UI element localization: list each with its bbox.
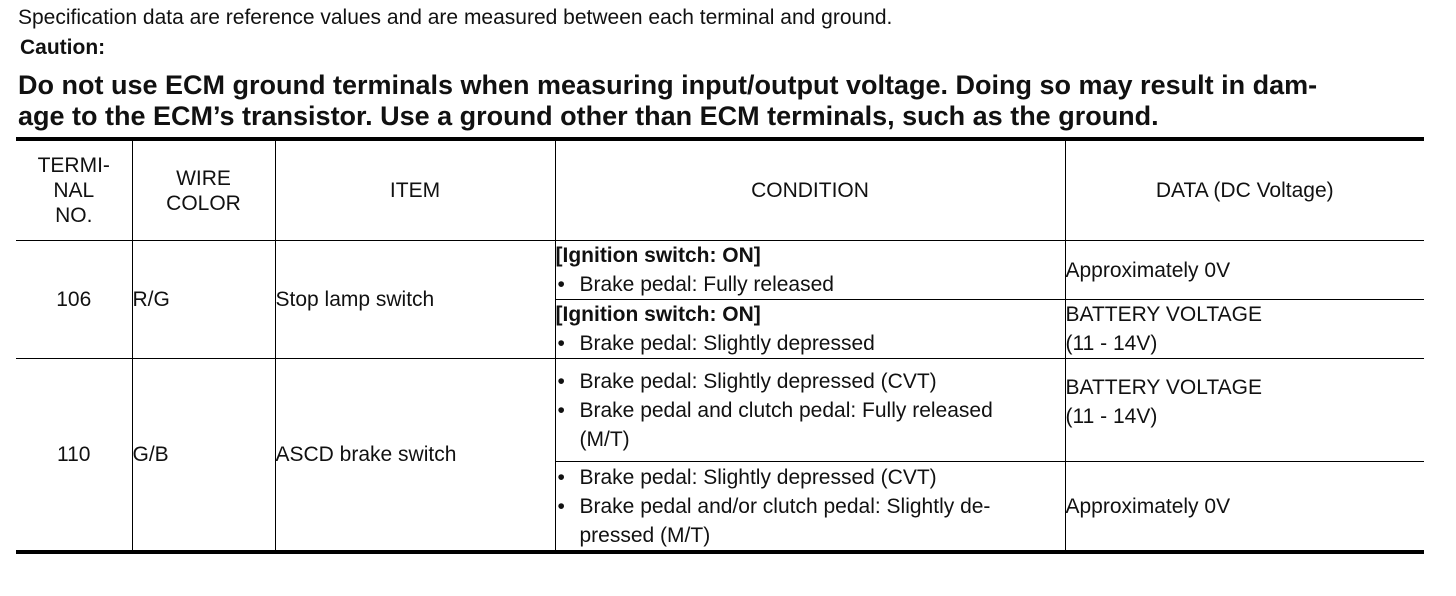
condition-header: [Ignition switch: ON] (555, 244, 761, 267)
condition-item-line: (M/T) (579, 427, 630, 451)
condition-cell (555, 462, 1065, 553)
header-terminal-no (16, 139, 132, 241)
condition-cell (555, 359, 1065, 462)
header-wire-color (132, 139, 275, 241)
table-row (16, 359, 1424, 462)
condition-list (556, 270, 1065, 299)
wire-color-cell: R/G (132, 241, 275, 359)
condition-list (556, 463, 1065, 550)
data-line: BATTERY VOLTAGE (1065, 376, 1262, 399)
header-terminal-line: TERMI- (37, 154, 110, 177)
terminal-spec-table (16, 137, 1424, 554)
terminal-cell: 110 (16, 359, 132, 553)
header-terminal-line: NAL (53, 179, 95, 202)
header-wire-line: WIRE (176, 166, 231, 190)
data-cell (1065, 462, 1424, 553)
header-data: DATA (DC Voltage) (1065, 139, 1424, 241)
data-cell (1065, 300, 1424, 359)
condition-item-line: • Brake pedal and clutch pedal: Fully released (579, 398, 993, 422)
data-line: (11 - 14V) (1065, 405, 1158, 428)
data-cell (1065, 241, 1424, 300)
condition-item: • Brake pedal: Slightly depressed (CVT) (556, 463, 1065, 492)
condition-cell (555, 300, 1065, 359)
caution-label: Caution: (20, 36, 106, 59)
data-line: BATTERY VOLTAGE (1065, 303, 1262, 326)
caution-line-2: age to the ECM’s transistor. Use a ground other than ECM terminals, such as the ground. (18, 101, 1159, 131)
header-terminal-line: NO. (55, 204, 93, 227)
condition-cell (555, 241, 1065, 300)
condition-list (556, 367, 1065, 454)
wire-color-cell: G/B (132, 359, 275, 553)
table-row (16, 241, 1424, 300)
header-condition: CONDITION (555, 139, 1065, 241)
data-line: Approximately 0V (1065, 258, 1231, 282)
condition-item: • Brake pedal: Slightly depressed (556, 329, 1065, 358)
header-wire-line: COLOR (166, 191, 241, 215)
data-line: (11 - 14V) (1065, 332, 1158, 355)
item-cell: ASCD brake switch (275, 359, 555, 553)
condition-item: • Brake pedal: Fully released (556, 270, 1065, 299)
caution-line-1: Do not use ECM ground terminals when measuring input/output voltage. Doing so may result in dam- (18, 70, 1318, 100)
data-line: Approximately 0V (1065, 494, 1231, 518)
data-cell (1065, 359, 1424, 462)
intro-text: Specification data are reference values and are measured between each terminal and ground. (18, 6, 893, 29)
condition-item-line: • Brake pedal and/or clutch pedal: Slightly de- (579, 494, 991, 518)
table-header-row (16, 139, 1424, 241)
caution-text (18, 70, 1430, 132)
header-item: ITEM (275, 139, 555, 241)
condition-item (556, 492, 1065, 550)
condition-item: • Brake pedal: Slightly depressed (CVT) (556, 367, 1065, 396)
condition-header: [Ignition switch: ON] (555, 303, 761, 326)
item-cell: Stop lamp switch (275, 241, 555, 359)
terminal-cell: 106 (16, 241, 132, 359)
condition-item (556, 396, 1065, 454)
condition-item-line: pressed (M/T) (579, 523, 711, 547)
condition-list (556, 329, 1065, 358)
